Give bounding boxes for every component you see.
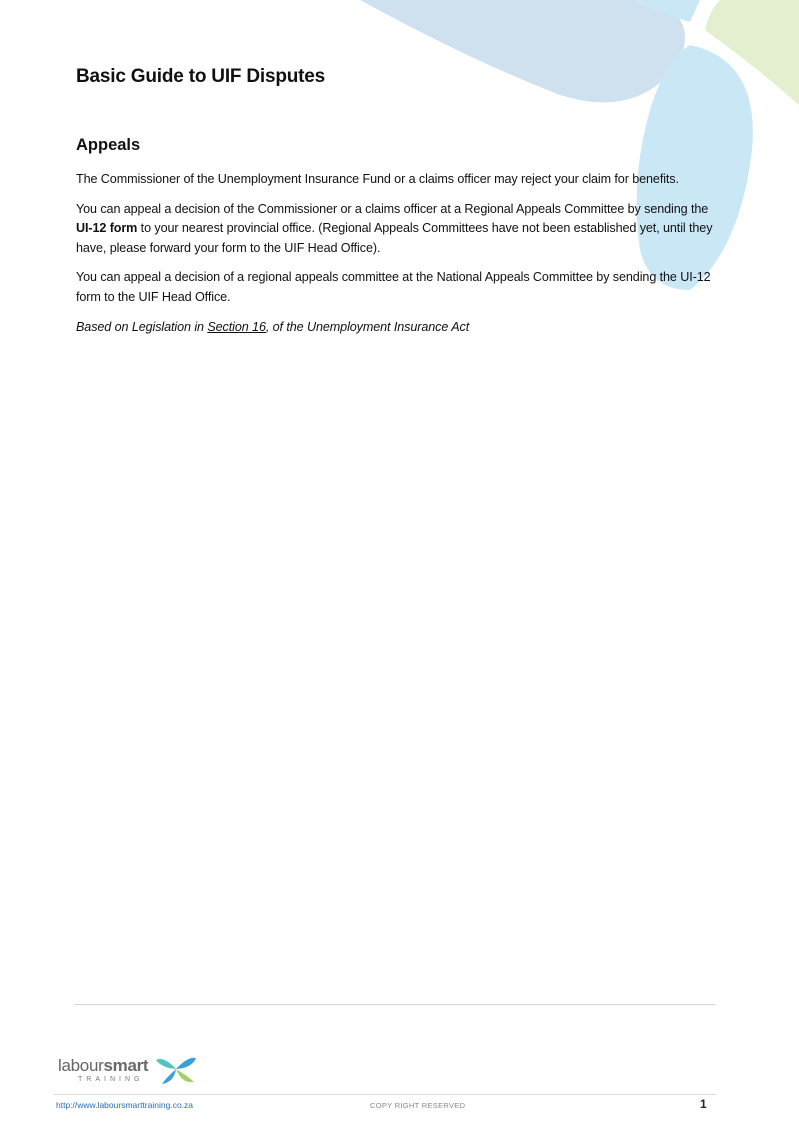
document-title: Basic Guide to UIF Disputes bbox=[76, 66, 326, 87]
logo-wordmark bbox=[58, 1056, 148, 1076]
citation-text: Based on Legislation in bbox=[76, 320, 208, 334]
paragraph-regional-appeal bbox=[76, 200, 716, 259]
section-16-link[interactable]: Section 16 bbox=[207, 320, 266, 334]
footer-website-link[interactable]: http://www.laboursmarttraining.co.za bbox=[56, 1100, 194, 1110]
legislation-citation bbox=[76, 318, 716, 338]
paragraph-rejection: The Commissioner of the Unemployment Insurance Fund or a claims officer may reject your claim for benefits. bbox=[76, 172, 679, 186]
paragraph-text: to your nearest provincial office. (Regional Appeals Committees have not been established yet, until they have, please forward your form to the UIF Head Office). bbox=[76, 221, 713, 255]
paragraph-national-appeal: You can appeal a decision of a regional appeals committee at the National Appeals Committee by sending the UI-12 form to the UIF Head Office. bbox=[76, 270, 711, 304]
section-text bbox=[76, 170, 716, 348]
pinwheel-logo-icon bbox=[154, 1052, 198, 1086]
paragraph-text: You can appeal a decision of the Commissioner or a claims officer at a Regional Appeals Committee by sending the bbox=[76, 201, 709, 216]
decor-shape-blue bbox=[360, 0, 685, 102]
logo-word-bold: smart bbox=[103, 1056, 149, 1075]
section-heading: Appeals bbox=[76, 136, 141, 154]
footer-copyright: COPY RIGHT RESERVED bbox=[370, 1101, 466, 1110]
footer-divider bbox=[74, 1004, 716, 1005]
footer-bottom-divider bbox=[54, 1094, 716, 1095]
company-logo bbox=[56, 1050, 206, 1088]
citation-text: , of the Unemployment Insurance Act bbox=[265, 320, 470, 334]
logo-subtitle: TRAINING bbox=[78, 1076, 144, 1083]
ui12-form-bold: UI-12 form bbox=[76, 221, 138, 235]
logo-word-regular: labour bbox=[58, 1056, 104, 1075]
page-number: 1 bbox=[700, 1097, 707, 1111]
